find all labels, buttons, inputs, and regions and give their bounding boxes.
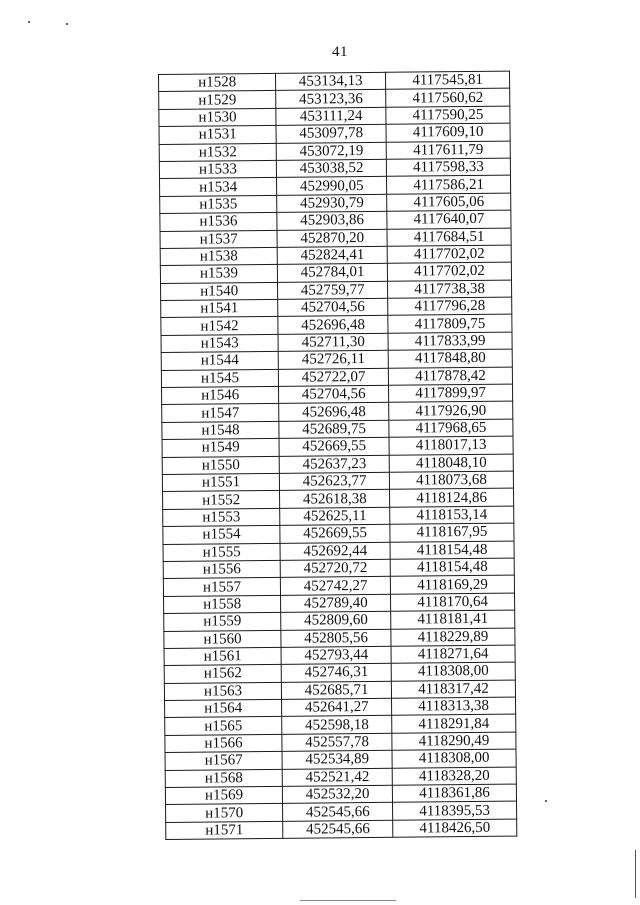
- x-coordinate-cell: 452689,75: [279, 420, 389, 438]
- point-id-cell: н1560: [164, 630, 281, 649]
- x-coordinate-cell: 452722,07: [279, 368, 389, 386]
- point-id-cell: н1555: [163, 543, 280, 562]
- page-number: 41: [332, 44, 348, 60]
- x-coordinate-cell: 452824,41: [277, 246, 387, 264]
- point-id-cell: н1554: [163, 526, 280, 545]
- x-coordinate-cell: 452720,72: [280, 559, 390, 577]
- point-id-cell: н1533: [159, 160, 276, 179]
- x-coordinate-cell: 452746,31: [281, 664, 391, 682]
- point-id-cell: н1532: [159, 143, 276, 162]
- y-coordinate-cell: 4118153,14: [390, 506, 514, 525]
- point-id-cell: н1562: [164, 665, 281, 684]
- x-coordinate-cell: 452618,38: [280, 490, 390, 508]
- y-coordinate-cell: 4118317,42: [392, 680, 516, 699]
- y-coordinate-cell: 4118308,00: [392, 749, 516, 768]
- y-coordinate-cell: 4117640,07: [387, 210, 511, 229]
- x-coordinate-cell: 452521,42: [282, 768, 392, 786]
- y-coordinate-cell: 4117609,10: [386, 123, 510, 142]
- point-id-cell: н1535: [160, 195, 277, 214]
- y-coordinate-cell: 4118290,49: [392, 732, 516, 751]
- y-coordinate-cell: 4117796,28: [388, 297, 512, 316]
- point-id-cell: н1539: [160, 265, 277, 284]
- point-id-cell: н1528: [159, 73, 276, 92]
- y-coordinate-cell: 4117598,33: [387, 158, 511, 177]
- point-id-cell: н1569: [165, 786, 282, 805]
- y-coordinate-cell: 4118124,86: [390, 488, 514, 507]
- point-id-cell: н1553: [163, 508, 280, 527]
- point-id-cell: н1547: [162, 404, 279, 423]
- coordinates-table-body: [159, 71, 517, 840]
- y-coordinate-cell: 4117560,62: [386, 89, 510, 108]
- point-id-cell: н1570: [166, 804, 283, 823]
- point-id-cell: н1567: [165, 752, 282, 771]
- point-id-cell: н1534: [160, 178, 277, 197]
- point-id-cell: н1550: [162, 456, 279, 475]
- point-id-cell: н1540: [161, 282, 278, 301]
- point-id-cell: н1566: [165, 734, 282, 753]
- y-coordinate-cell: 4118048,10: [389, 454, 513, 473]
- y-coordinate-cell: 4118271,64: [391, 645, 515, 664]
- x-coordinate-cell: 452704,56: [278, 298, 388, 316]
- y-coordinate-cell: 4118170,64: [391, 593, 515, 612]
- y-coordinate-cell: 4118313,38: [392, 697, 516, 716]
- y-coordinate-cell: 4118229,89: [391, 628, 515, 647]
- y-coordinate-cell: 4117590,25: [386, 106, 510, 125]
- x-coordinate-cell: 452903,86: [277, 211, 387, 229]
- y-coordinate-cell: 4117926,90: [389, 402, 513, 421]
- y-coordinate-cell: 4118328,20: [392, 767, 516, 786]
- x-coordinate-cell: 452784,01: [278, 264, 388, 282]
- x-coordinate-cell: 452726,11: [278, 351, 388, 369]
- point-id-cell: н1537: [160, 230, 277, 249]
- x-coordinate-cell: 452870,20: [277, 229, 387, 247]
- point-id-cell: н1545: [161, 369, 278, 388]
- point-id-cell: н1543: [161, 334, 278, 353]
- point-id-cell: н1544: [161, 352, 278, 371]
- point-id-cell: н1531: [159, 126, 276, 145]
- point-id-cell: н1557: [163, 578, 280, 597]
- y-coordinate-cell: 4117738,38: [388, 280, 512, 299]
- y-coordinate-cell: 4117809,75: [388, 315, 512, 334]
- x-coordinate-cell: 452669,55: [280, 524, 390, 542]
- scan-speck: [545, 800, 547, 802]
- x-coordinate-cell: 452805,56: [281, 629, 391, 647]
- x-coordinate-cell: 452641,27: [282, 698, 392, 716]
- y-coordinate-cell: 4117968,65: [389, 419, 513, 438]
- point-id-cell: н1541: [161, 299, 278, 318]
- point-id-cell: н1551: [162, 473, 279, 492]
- point-id-cell: н1549: [162, 439, 279, 458]
- point-id-cell: н1548: [162, 421, 279, 440]
- y-coordinate-cell: 4117684,51: [387, 228, 511, 247]
- x-coordinate-cell: 452990,05: [277, 177, 387, 195]
- point-id-cell: н1530: [159, 108, 276, 127]
- table-row: [166, 819, 517, 840]
- y-coordinate-cell: 4117848,80: [388, 349, 512, 368]
- x-coordinate-cell: 452623,77: [280, 472, 390, 490]
- coordinates-table: [158, 71, 517, 841]
- x-coordinate-cell: 452532,20: [283, 785, 393, 803]
- scan-edge-line: [635, 850, 636, 898]
- x-coordinate-cell: 452704,56: [279, 385, 389, 403]
- x-coordinate-cell: 452637,23: [279, 455, 389, 473]
- x-coordinate-cell: 452696,48: [279, 403, 389, 421]
- point-id-cell: н1559: [164, 612, 281, 631]
- point-id-cell: н1529: [159, 91, 276, 110]
- x-coordinate-cell: 452696,48: [278, 316, 388, 334]
- x-coordinate-cell: 452545,66: [283, 820, 393, 838]
- y-coordinate-cell: 4118395,53: [393, 801, 517, 820]
- y-coordinate-cell: 4117878,42: [389, 367, 513, 386]
- y-coordinate-cell: 4118291,84: [392, 715, 516, 734]
- point-id-cell: н1564: [165, 699, 282, 718]
- y-coordinate-cell: 4118308,00: [391, 662, 515, 681]
- y-coordinate-cell: 4118167,95: [390, 523, 514, 542]
- x-coordinate-cell: 452742,27: [281, 577, 391, 595]
- y-coordinate-cell: 4118154,48: [390, 541, 514, 560]
- point-id-cell: н1552: [163, 491, 280, 510]
- y-coordinate-cell: 4117586,21: [387, 175, 511, 194]
- x-coordinate-cell: 453111,24: [276, 107, 386, 125]
- x-coordinate-cell: 452692,44: [280, 542, 390, 560]
- x-coordinate-cell: 452711,30: [278, 333, 388, 351]
- point-id-cell: н1563: [164, 682, 281, 701]
- point-id-cell: н1542: [161, 317, 278, 336]
- y-coordinate-cell: 4117899,97: [389, 384, 513, 403]
- x-coordinate-cell: 452669,55: [279, 438, 389, 456]
- y-coordinate-cell: 4117611,79: [386, 141, 510, 160]
- x-coordinate-cell: 452809,60: [281, 611, 391, 629]
- scan-bottom-rule: [300, 900, 396, 901]
- y-coordinate-cell: 4118073,68: [390, 471, 514, 490]
- y-coordinate-cell: 4117702,02: [387, 245, 511, 264]
- y-coordinate-cell: 4118017,13: [389, 436, 513, 455]
- x-coordinate-cell: 452789,40: [281, 594, 391, 612]
- x-coordinate-cell: 453038,52: [277, 159, 387, 177]
- x-coordinate-cell: 452534,89: [282, 751, 392, 769]
- x-coordinate-cell: 453072,19: [276, 142, 386, 160]
- x-coordinate-cell: 452930,79: [277, 194, 387, 212]
- x-coordinate-cell: 452793,44: [281, 646, 391, 664]
- point-id-cell: н1536: [160, 212, 277, 231]
- point-id-cell: н1568: [165, 769, 282, 788]
- x-coordinate-cell: 453134,13: [276, 72, 386, 90]
- y-coordinate-cell: 4117833,99: [388, 332, 512, 351]
- point-id-cell: н1558: [164, 595, 281, 614]
- x-coordinate-cell: 452557,78: [282, 733, 392, 751]
- y-coordinate-cell: 4117702,02: [388, 262, 512, 281]
- y-coordinate-cell: 4117605,06: [387, 193, 511, 212]
- y-coordinate-cell: 4118361,86: [393, 784, 517, 803]
- y-coordinate-cell: 4118426,50: [393, 819, 517, 838]
- y-coordinate-cell: 4117545,81: [386, 71, 510, 90]
- scan-speck: [66, 23, 68, 25]
- x-coordinate-cell: 452625,11: [280, 507, 390, 525]
- point-id-cell: н1556: [163, 560, 280, 579]
- scan-speck: [28, 21, 30, 23]
- x-coordinate-cell: 452598,18: [282, 716, 392, 734]
- x-coordinate-cell: 452685,71: [282, 681, 392, 699]
- point-id-cell: н1565: [165, 717, 282, 736]
- point-id-cell: н1561: [164, 647, 281, 666]
- x-coordinate-cell: 453123,36: [276, 90, 386, 108]
- y-coordinate-cell: 4118181,41: [391, 610, 515, 629]
- y-coordinate-cell: 4118169,29: [391, 575, 515, 594]
- y-coordinate-cell: 4118154,48: [390, 558, 514, 577]
- point-id-cell: н1538: [160, 247, 277, 266]
- point-id-cell: н1571: [166, 821, 283, 840]
- x-coordinate-cell: 453097,78: [276, 124, 386, 142]
- x-coordinate-cell: 452759,77: [278, 281, 388, 299]
- point-id-cell: н1546: [162, 386, 279, 405]
- x-coordinate-cell: 452545,66: [283, 803, 393, 821]
